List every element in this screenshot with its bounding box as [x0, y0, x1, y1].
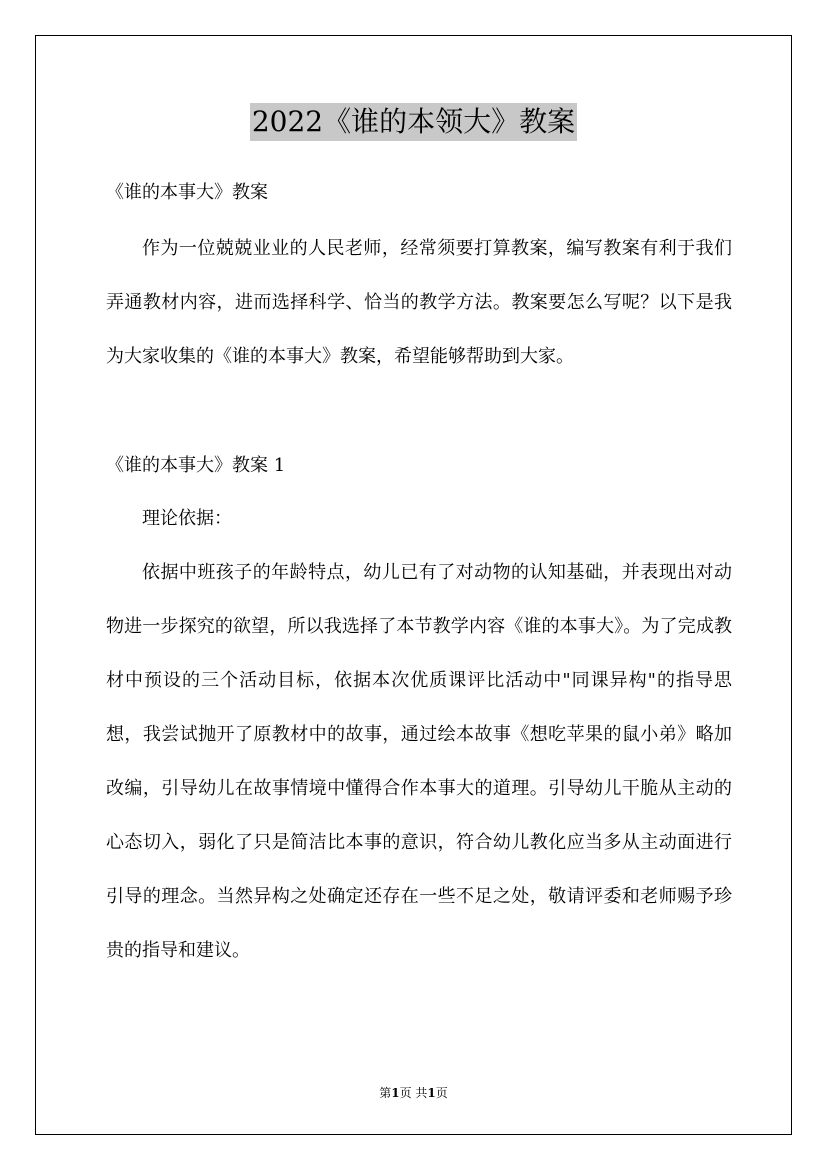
title-container	[0, 103, 827, 141]
intro-paragraph: 作为一位兢兢业业的人民老师，经常须要打算教案，编写教案有利于我们弄通教材内容，进而选择科学、恰当的教学方法。教案要怎么写呢？以下是我为大家收集的《谁的本事大》教案，希望能够帮助到大家。	[106, 238, 732, 367]
footer-prefix: 第	[379, 1086, 392, 1100]
footer-page-number: 1	[391, 1086, 400, 1100]
footer-mid: 页 共	[399, 1086, 428, 1100]
document-title: 2022《谁的本领大》教案	[250, 103, 577, 141]
section-heading: 《谁的本事大》教案 1	[106, 455, 286, 476]
body-paragraph: 依据中班孩子的年龄特点，幼儿已有了对动物的认知基础，并表现出对动物进一步探究的欲望，所以我选择了本节教学内容《谁的本事大》。为了完成教材中预设的三个活动目标，依据本次优质课评比活动中"同课异构"的指导思想，我尝试抛开了原教材中的故事，通过绘本故事《想吃苹果的鼠小弟》略加改编，引导幼儿在故事情境中懂得合作本事大的道理。引导幼儿干脆从主动的心态切入，弱化了只是简洁比本事的意识，符合幼儿教化应当多从主动面进行引导的理念。当然异构之处确定还存在一些不足之处，敬请评委和老师赐予珍贵的指导和建议。	[106, 562, 732, 961]
theory-label: 理论依据：	[142, 508, 232, 529]
document-subtitle: 《谁的本事大》教案	[106, 182, 268, 203]
footer-suffix: 页	[435, 1086, 448, 1100]
page-footer	[0, 1084, 827, 1101]
footer-page-total: 1	[427, 1086, 436, 1100]
